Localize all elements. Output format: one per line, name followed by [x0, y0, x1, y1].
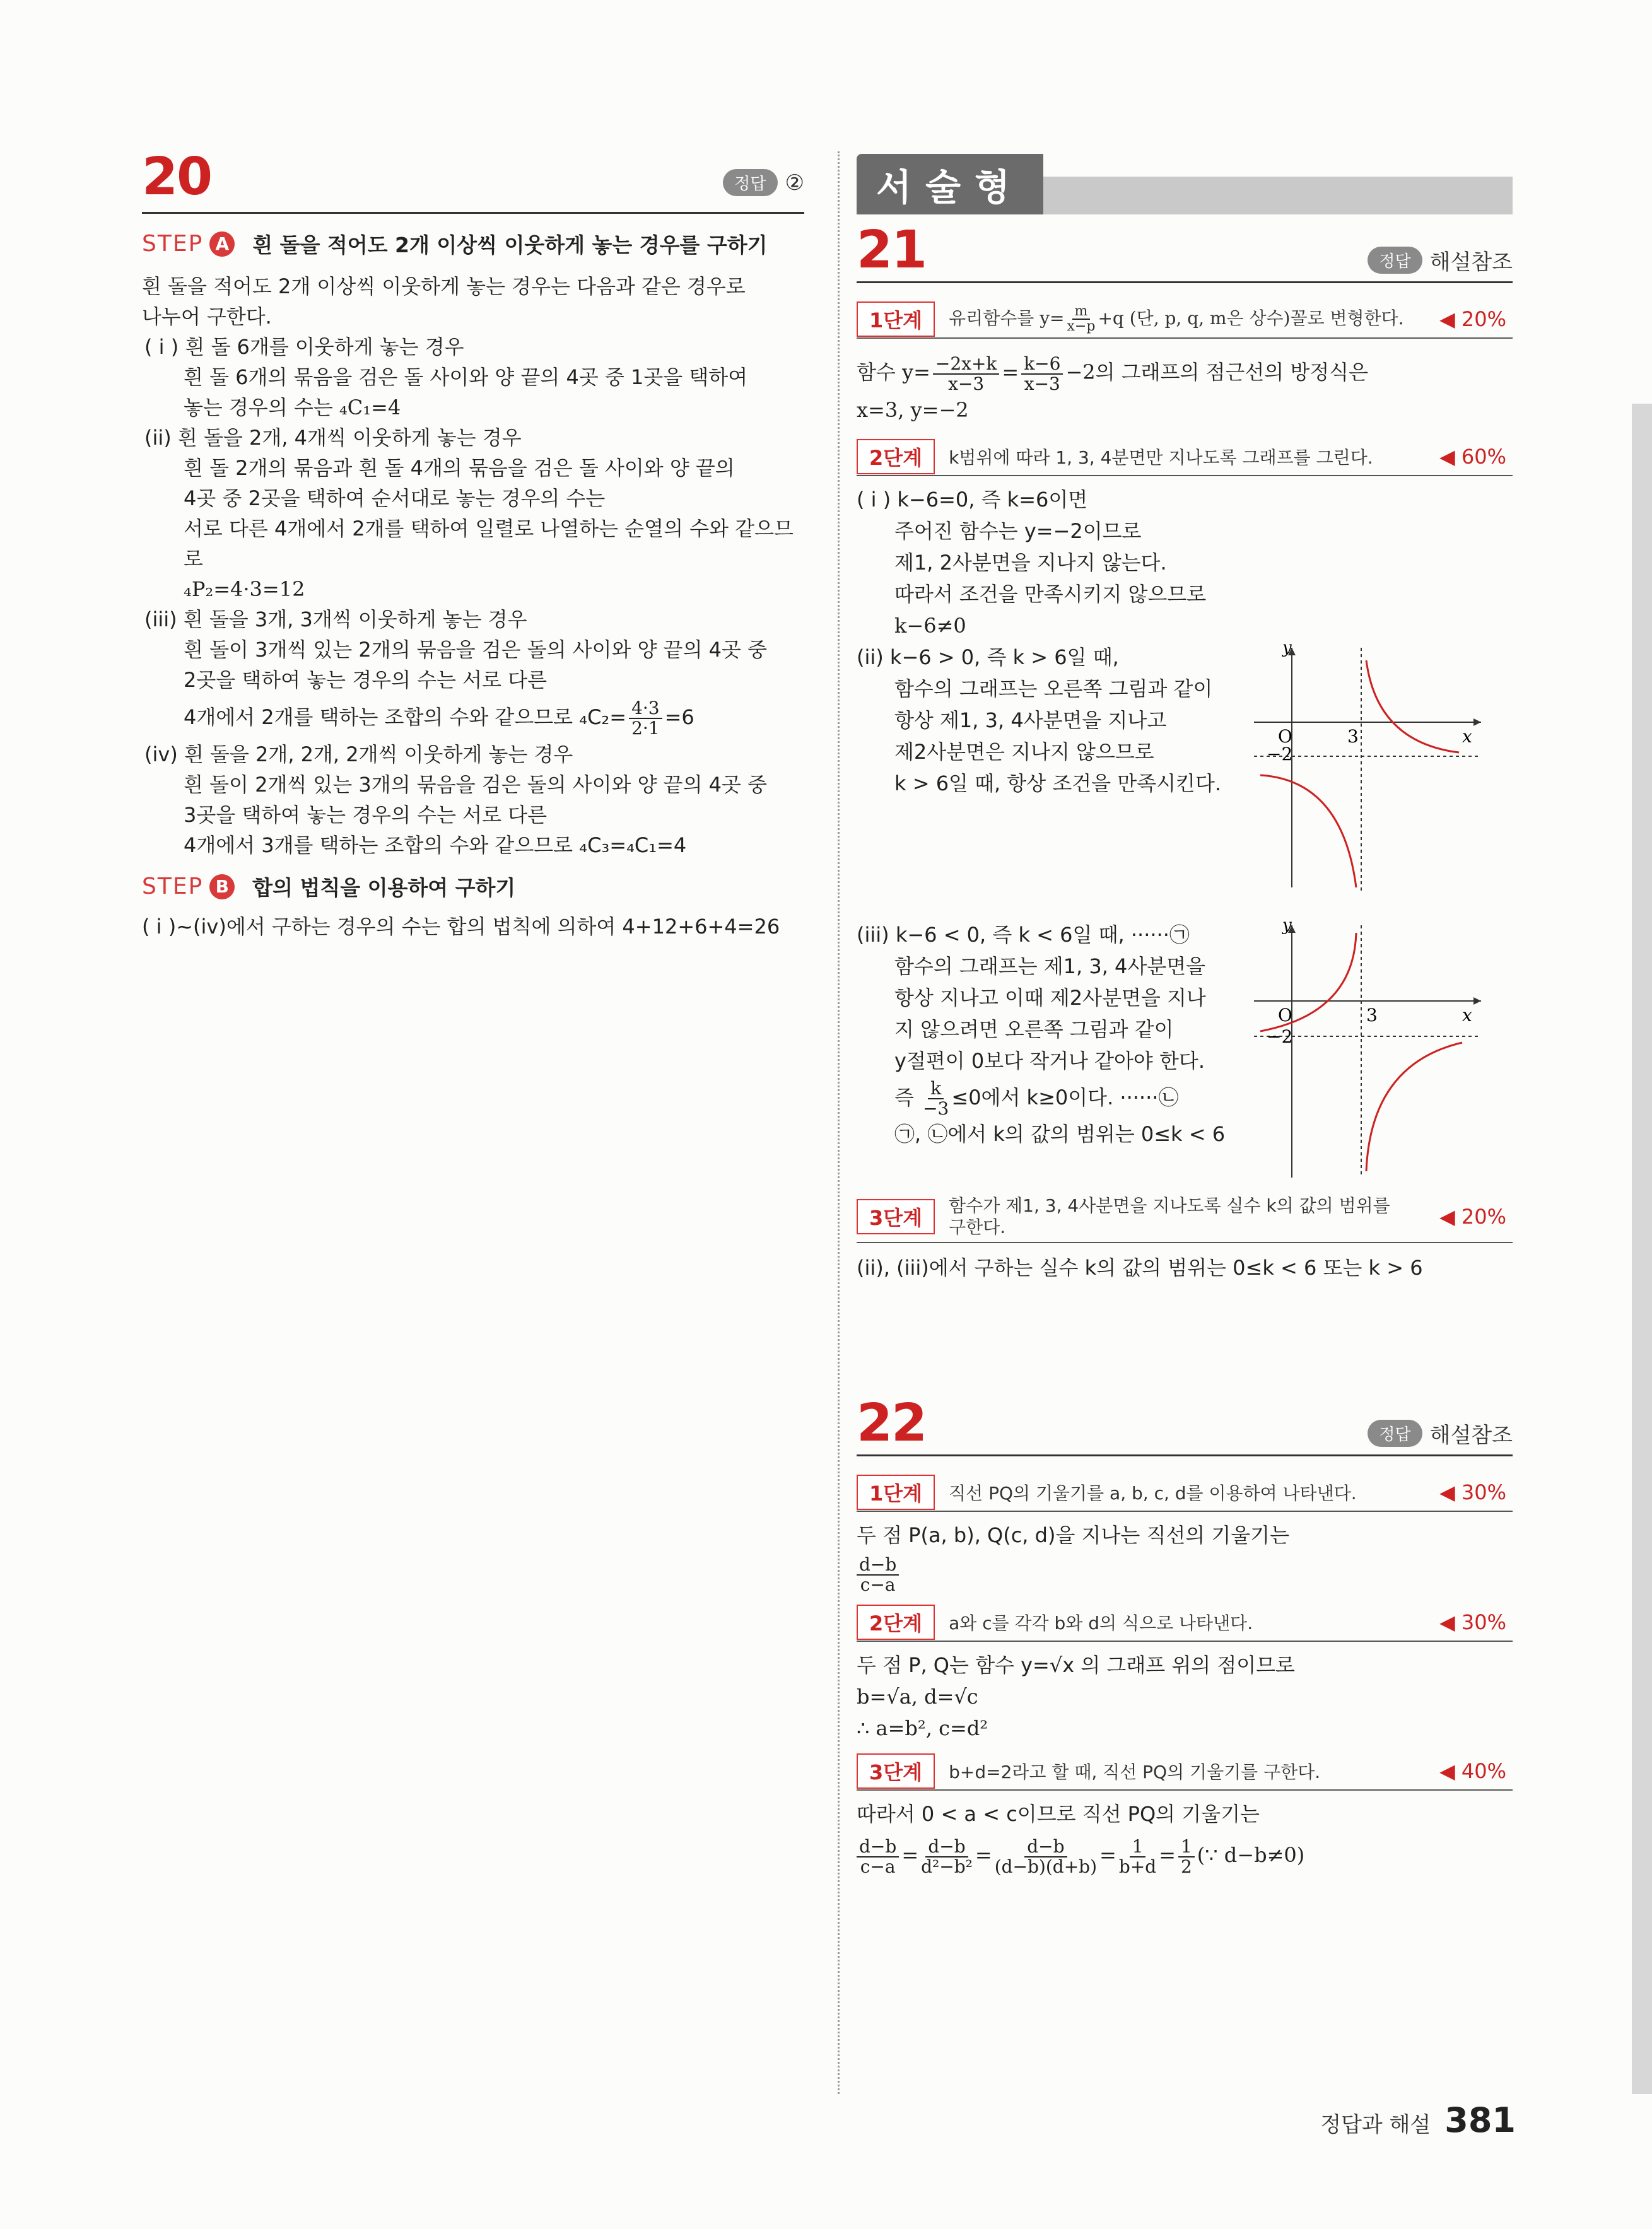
- section-banner: [857, 151, 1513, 214]
- text-line: ₄P₂=4·3=12: [184, 577, 305, 601]
- curve-branch-left: [1260, 775, 1356, 887]
- curve-branch-right: [1366, 1043, 1462, 1171]
- denominator: −3: [923, 1098, 949, 1119]
- equals-sign: =: [1099, 1843, 1116, 1867]
- text-segment: 즉: [894, 1085, 921, 1109]
- phase-label: 2단계: [857, 439, 935, 474]
- denominator: 2: [1180, 1856, 1192, 1877]
- case-block-1: [857, 484, 1513, 641]
- slope-derivation: [857, 1830, 1513, 1880]
- hyperbola-graph-k-lt-6: [1248, 919, 1487, 1184]
- denominator: (d−b)(d+b): [994, 1856, 1098, 1877]
- equals-sign: =: [901, 1843, 919, 1867]
- phase-label: 1단계: [857, 1475, 935, 1510]
- text-segment: 유리함수를 y=: [949, 307, 1065, 329]
- denominator: c−a: [860, 1574, 896, 1595]
- text-line: 흰 돌 6개의 묶음을 검은 돌 사이와 양 끝의 4곳 중 1곳을 택하여: [184, 365, 748, 389]
- header-rule: [857, 1454, 1513, 1456]
- case-heading: ( i ) k−6=0, 즉 k=6이면: [857, 488, 1088, 512]
- x-label: x: [1462, 726, 1472, 747]
- banner-title: 서술형: [857, 154, 1043, 214]
- numerator: k−6: [1021, 354, 1063, 375]
- text-line: 흰 돌을 적어도 2개 이상씩 이웃하게 놓는 경우는 다음과 같은 경우로: [142, 274, 746, 298]
- fraction: [923, 1079, 949, 1118]
- phase-label: 2단계: [857, 1605, 935, 1640]
- step-label: STEP: [142, 231, 204, 257]
- text-segment: 구한다.: [949, 1217, 1006, 1237]
- text-line: ∴ a=b², c=d²: [857, 1716, 988, 1740]
- answer-badge: 정답: [1368, 247, 1422, 274]
- text-segment: 함수 y=: [857, 360, 930, 384]
- text-segment: ≤0에서 k≥0이다. ······㉡: [951, 1085, 1179, 1109]
- text-segment: =6: [664, 705, 694, 729]
- x-label: x: [1462, 1005, 1472, 1026]
- step-a-heading: [142, 229, 804, 259]
- origin-label: O: [1278, 726, 1292, 747]
- fraction: [1067, 305, 1096, 334]
- step-letter-icon: B: [209, 874, 235, 899]
- page-footer: [1320, 2100, 1516, 2140]
- x-axis-arrow-icon: [1473, 997, 1481, 1005]
- equals-sign: =: [975, 1843, 992, 1867]
- x-axis-arrow-icon: [1473, 718, 1481, 726]
- answer-badge: 정답: [1368, 1420, 1422, 1447]
- tick-label-3: 3: [1347, 726, 1359, 747]
- text-line: 3곳을 택하여 놓는 경우의 수는 서로 다른: [184, 803, 547, 827]
- phase-label: 3단계: [857, 1753, 935, 1789]
- numerator: d−b: [857, 1555, 899, 1576]
- phase-2: [857, 438, 1513, 476]
- step-label: STEP: [142, 874, 204, 899]
- tick-label-minus-2: −2: [1267, 744, 1293, 764]
- denominator: 2·1: [631, 718, 660, 739]
- answer-row: [723, 169, 804, 196]
- footer-text: 정답과 해설: [1320, 2112, 1431, 2138]
- phase-description: b+d=2라고 할 때, 직선 PQ의 기울기를 구한다.: [949, 1762, 1321, 1782]
- fraction: [1119, 1837, 1156, 1876]
- case-heading: ( i ) 흰 돌 6개를 이웃하게 놓는 경우: [144, 335, 464, 359]
- text-line: ㉠, ㉡에서 k의 값의 범위는 0≤k < 6: [894, 1122, 1226, 1146]
- phase-percent: ◀ 40%: [1439, 1759, 1506, 1783]
- step-title: 합의 법칙을 이용하여 구하기: [252, 875, 516, 900]
- text-segment: −2의 그래프의 점근선의 방정식은: [1065, 360, 1368, 384]
- hyperbola-graph-k-gt-6: [1248, 641, 1487, 894]
- text-line: 흰 돌이 2개씩 있는 3개의 묶음을 검은 돌의 사이와 양 끝의 4곳 중: [184, 773, 768, 797]
- case-block-2: [857, 641, 1513, 894]
- text-line: 항상 제1, 3, 4사분면을 지나고: [894, 708, 1167, 732]
- banner-tail: [1043, 177, 1513, 214]
- step-title: 흰 돌을 적어도 2개 이상씩 이웃하게 놓는 경우를 구하기: [252, 233, 768, 257]
- numerator: 1: [1130, 1837, 1146, 1858]
- page-edge-bar: [1632, 404, 1652, 2094]
- case-heading: (iii) 흰 돌을 3개, 3개씩 이웃하게 놓는 경우: [144, 607, 527, 631]
- text-line: y절편이 0보다 작거나 같아야 한다.: [894, 1049, 1205, 1073]
- text-line: 함수의 그래프는 제1, 3, 4사분면을: [894, 954, 1206, 978]
- denominator: x−3: [1024, 373, 1060, 394]
- text-line: 주어진 함수는 y=−2이므로: [894, 519, 1142, 543]
- equals-sign: =: [1159, 1843, 1176, 1867]
- fraction: [933, 354, 1000, 394]
- case-heading: (iv) 흰 돌을 2개, 2개, 2개씩 이웃하게 놓는 경우: [144, 742, 573, 766]
- fraction: [1178, 1837, 1195, 1876]
- numerator: m: [1072, 305, 1091, 320]
- step-a-body: [142, 271, 804, 860]
- text-line: 제1, 2사분면을 지나지 않는다.: [894, 551, 1167, 575]
- question-21: [857, 219, 1513, 1284]
- text-line: 제2사분면은 지나지 않으므로: [894, 740, 1154, 764]
- text-line: 따라서 0 < a < c이므로 직선 PQ의 기울기는: [857, 1802, 1260, 1826]
- text-line: 서로 다른 4개에서 2개를 택하여 일렬로 나열하는 순열의 수와 같으므로: [184, 517, 794, 571]
- case-block-3: [857, 919, 1513, 1184]
- asymptote-line: [857, 350, 1513, 394]
- numerator: d−b: [925, 1837, 968, 1858]
- asymptote-result: x=3, y=−2: [857, 398, 969, 422]
- header-rule: [142, 212, 804, 214]
- header-rule: [857, 281, 1513, 283]
- text-line-with-fraction: [142, 695, 804, 739]
- question-header: [857, 219, 1513, 280]
- phase-2: [857, 1604, 1513, 1642]
- tick-label-minus-2: −2: [1267, 1026, 1293, 1047]
- text-line: 흰 돌 2개의 묶음과 흰 돌 4개의 묶음을 검은 돌 사이와 양 끝의: [184, 456, 735, 480]
- y-label: y: [1282, 919, 1292, 935]
- question-number: 21: [857, 220, 927, 280]
- numerator: k: [928, 1079, 944, 1099]
- fraction: [629, 699, 662, 738]
- case-heading: (iii) k−6 < 0, 즉 k < 6일 때, ······㉠: [857, 923, 1190, 947]
- origin-label: O: [1278, 1005, 1292, 1026]
- tick-label-3: 3: [1366, 1005, 1378, 1026]
- text-line: 지 않으려면 오른쪽 그림과 같이: [894, 1017, 1174, 1041]
- text-line: 4곳 중 2곳을 택하여 순서대로 놓는 경우의 수는: [184, 486, 606, 510]
- phase-percent: ◀ 30%: [1439, 1480, 1506, 1504]
- text-segment: =: [1002, 360, 1019, 384]
- denominator: d²−b²: [921, 1856, 973, 1877]
- question-22: [857, 1388, 1513, 1880]
- curve-branch-left: [1260, 933, 1356, 1031]
- slope-fraction-line: [857, 1551, 1513, 1595]
- question-number: 22: [857, 1393, 927, 1453]
- phase-1: [857, 301, 1513, 339]
- conclusion: ( i )~(iv)에서 구하는 경우의 수는 합의 법칙에 의하여 4+12+6+4=26: [142, 915, 780, 939]
- question-number: 20: [142, 147, 212, 207]
- y-label: y: [1282, 641, 1292, 657]
- text-line: k−6≠0: [894, 614, 966, 638]
- text-segment: (∵ d−b≠0): [1197, 1843, 1305, 1867]
- right-column: [857, 151, 1513, 1877]
- phase-description: 직선 PQ의 기울기를 a, b, c, d를 이용하여 나타낸다.: [949, 1483, 1357, 1504]
- answer-value: 해설참조: [1429, 250, 1513, 275]
- fraction: [857, 1837, 899, 1876]
- text-segment: 함수가 제1, 3, 4사분면을 지나도록 실수 k의 값의 범위를: [949, 1195, 1390, 1216]
- question-20: [142, 147, 804, 942]
- case-heading: (ii) 흰 돌을 2개, 4개씩 이웃하게 놓는 경우: [144, 426, 522, 450]
- phase-percent: ◀ 20%: [1439, 1205, 1506, 1229]
- phase-3: [857, 1191, 1513, 1243]
- text-line: b=√a, d=√c: [857, 1685, 978, 1709]
- denominator: x−p: [1067, 319, 1096, 335]
- curve-branch-right: [1366, 660, 1459, 752]
- denominator: x−3: [948, 373, 985, 394]
- numerator: 1: [1178, 1837, 1195, 1858]
- numerator: d−b: [1024, 1837, 1067, 1858]
- step-b-heading: [142, 872, 804, 901]
- text-line: k > 6일 때, 항상 조건을 만족시킨다.: [894, 771, 1222, 795]
- text-line: 함수의 그래프는 오른쪽 그림과 같이: [894, 677, 1213, 701]
- text-line: 따라서 조건을 만족시키지 않으므로: [894, 582, 1207, 606]
- phase-3: [857, 1753, 1513, 1791]
- phase-description: [935, 305, 1439, 334]
- question-header: [857, 1393, 1513, 1453]
- fraction: [921, 1837, 973, 1876]
- phase-description: a와 c를 각각 b와 d의 식으로 나타낸다.: [949, 1613, 1253, 1634]
- phase-percent: ◀ 20%: [1439, 307, 1506, 331]
- answer-row: [1368, 245, 1513, 276]
- phase-percent: ◀ 60%: [1439, 445, 1506, 469]
- answer-badge: 정답: [723, 169, 777, 196]
- text-line: 항상 지나고 이때 제2사분면을 지나: [894, 986, 1206, 1010]
- text-line: 두 점 P(a, b), Q(c, d)을 지나는 직선의 기울기는: [857, 1523, 1289, 1547]
- phase-label: 3단계: [857, 1199, 935, 1234]
- text-segment: +q (단, p, q, m은 상수)꼴로 변형한다.: [1098, 307, 1404, 329]
- text-segment: 4개에서 2개를 택하는 조합의 수와 같으므로 ₄C₂=: [184, 705, 627, 729]
- numerator: 4·3: [629, 699, 662, 719]
- phase-description: [935, 1195, 1439, 1238]
- case-heading: (ii) k−6 > 0, 즉 k > 6일 때,: [857, 645, 1119, 669]
- column-divider: [838, 151, 840, 2094]
- numerator: −2x+k: [933, 354, 1000, 375]
- text-line: 두 점 P, Q는 함수 y=√x 의 그래프 위의 점이므로: [857, 1653, 1295, 1677]
- conclusion: (ii), (iii)에서 구하는 실수 k의 값의 범위는 0≤k < 6 또는 k > 6: [857, 1256, 1423, 1280]
- answer-value: ②: [785, 170, 804, 196]
- denominator: b+d: [1118, 1856, 1157, 1877]
- answer-row: [1368, 1418, 1513, 1449]
- phase-percent: ◀ 30%: [1439, 1610, 1506, 1634]
- text-line: 나누어 구한다.: [142, 305, 272, 329]
- denominator: c−a: [860, 1856, 896, 1877]
- text-line: 놓는 경우의 수는 ₄C₁=4: [184, 395, 401, 419]
- phase-1: [857, 1474, 1513, 1512]
- fraction: [1021, 354, 1063, 394]
- phase-description: k범위에 따라 1, 3, 4분면만 지나도록 그래프를 그린다.: [949, 447, 1373, 468]
- phase-label: 1단계: [857, 301, 935, 337]
- step-letter-icon: A: [209, 231, 235, 257]
- fraction: [857, 1555, 899, 1594]
- numerator: d−b: [857, 1837, 899, 1858]
- fraction: [995, 1837, 1097, 1876]
- text-line: 4개에서 3개를 택하는 조합의 수와 같으므로 ₄C₃=₄C₁=4: [184, 833, 687, 857]
- answer-value: 해설참조: [1429, 1423, 1513, 1448]
- page-number: 381: [1444, 2100, 1516, 2140]
- text-line: 2곳을 택하여 놓는 경우의 수는 서로 다른: [184, 668, 547, 692]
- text-line: 흰 돌이 3개씩 있는 2개의 묶음을 검은 돌의 사이와 양 끝의 4곳 중: [184, 638, 768, 662]
